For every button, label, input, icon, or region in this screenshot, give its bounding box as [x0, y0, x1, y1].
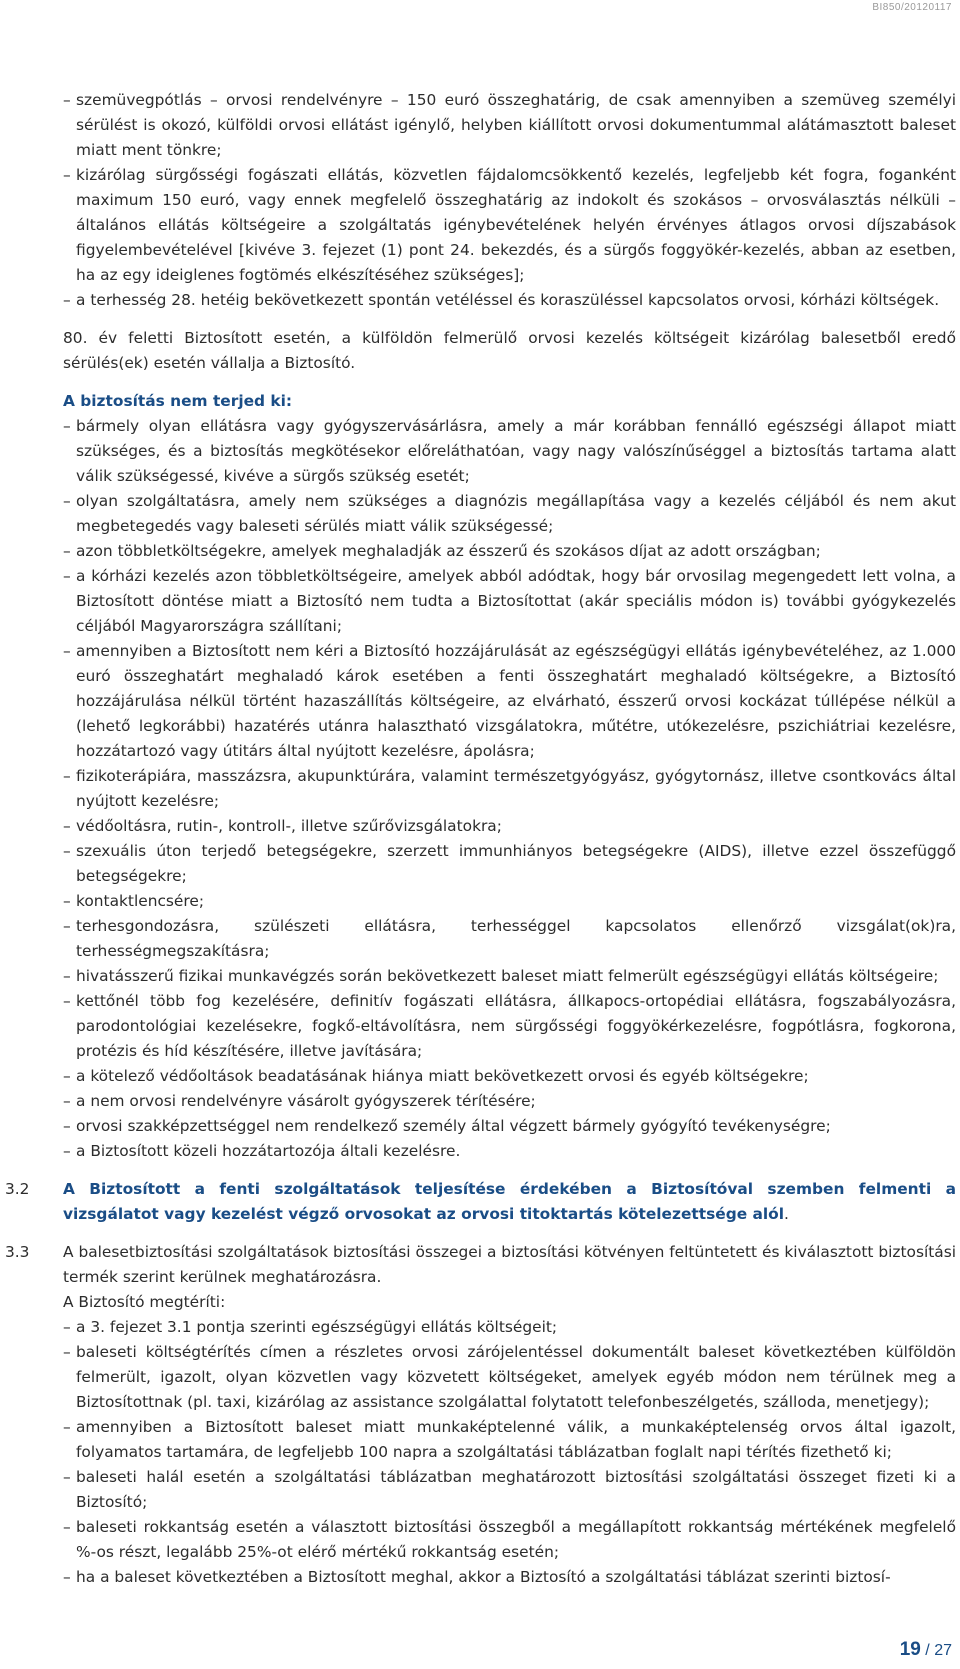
list-item: – a Biztosított közeli hozzátartozója általi kezelésre.: [63, 1139, 956, 1164]
page-current: 19: [899, 1639, 921, 1660]
list-item: – szexuális úton terjedő betegségekre, szerzett immunhiányos betegségekre (AIDS), illetve ezzel összefüggő betegségekre;: [63, 839, 956, 889]
list-item: – kizárólag sürgősségi fogászati ellátás, közvetlen fájdalomcsökkentő kezelés, legfeljebb két fogra, foganként maximum 150 euró, vagy ennek megfelelő összeghatárig az indokolt és szokásos – orvosválasztás nélküli – általános ellátás költségeire a szolgáltatás igénybevételének helyén érvényes átlagos orvosi díjszabások figyelembevételével [kivéve 3. fejezet (1) pont 24. bekezdés, és a sürgős foggyökér-kezelés, abban az esetben, ha az egy ideiglenes fogtömés elkészítéséhez szükséges];: [63, 163, 956, 288]
section-number: 3.3: [5, 1243, 30, 1261]
list-item: – baleseti költségtérítés címen a részletes orvosi zárójelentéssel dokumentált baleset következtében külföldön felmerült, igazolt, olyan közvetlen vagy közvetett költségeket, amelyek egyéb módon nem térülnek meg a Biztosítottnak (pl. taxi, kizárólag az assistance szolgálattal folytatott telefonbeszélgetés, szálloda, menetjegy);: [63, 1340, 956, 1415]
section-3-2-period: .: [784, 1205, 789, 1223]
list-item: – hivatásszerű fizikai munkavégzés során bekövetkezett baleset miatt felmerült egészségügyi ellátás költségeire;: [63, 964, 956, 989]
list-item: – fizikoterápiára, masszázsra, akupunktúrára, valamint természetgyógyász, gyógytornász, illetve csontkovács által nyújtott kezelésre;: [63, 764, 956, 814]
exclusions-list: [63, 414, 956, 1164]
section-3-3-lead: A Biztosító megtéríti:: [63, 1293, 226, 1311]
section-number: 3.2: [5, 1180, 30, 1198]
benefits-list: [63, 1315, 956, 1590]
list-item: – védőoltásra, rutin-, kontroll-, illetve szűrővizsgálatokra;: [63, 814, 956, 839]
list-item: – szemüvegpótlás – orvosi rendelvényre – 150 euró összeghatárig, de csak amennyiben a szemüveg személyi sérülést is okozó, külföldi orvosi ellátást igénylő, helyben kiállított orvosi dokumentummal alátámasztott baleset miatt ment tönkre;: [63, 88, 956, 163]
section-3-3-intro: A balesetbiztosítási szolgáltatások biztosítási összegei a biztosítási kötvényen feltüntetett és kiválasztott biztosítási termék szerint kerülnek meghatározásra.: [63, 1243, 956, 1286]
section-3-2-text: A Biztosított a fenti szolgáltatások teljesítése érdekében a Biztosítóval szemben felmenti a vizsgálatot vagy kezelést végző orvosokat az orvosi titoktartás kötelezettsége alól: [63, 1180, 956, 1223]
list-item: – azon többletköltségekre, amelyek meghaladják az ésszerű és szokásos díjat az adott országban;: [63, 539, 956, 564]
page-total: 27: [934, 1642, 952, 1659]
list-item: – baleseti rokkantság esetén a választott biztosítási összegből a megállapított rokkantság mértékének megfelelő %-os részt, legalább 25%-ot elérő mértékű rokkantság esetén;: [63, 1515, 956, 1565]
list-item: – a kötelező védőoltások beadatásának hiánya miatt bekövetkezett orvosi és egyéb költségekre;: [63, 1064, 956, 1089]
section-3-2: [5, 1177, 956, 1227]
list-item: – bármely olyan ellátásra vagy gyógyszervásárlásra, amely a már korábban fennálló egészségi állapot miatt szükséges, és a biztosítás megkötésekor előreláthatóan, vagy nagy valószínűséggel a biztosítás tartama alatt válik szükségessé, kivéve a sürgős szükség esetét;: [63, 414, 956, 489]
list-item: – terhesgondozásra, szülészeti ellátásra, terhességgel kapcsolatos ellenőrző vizsgálat(ok)ra, terhességmegszakításra;: [63, 914, 956, 964]
list-item: – orvosi szakképzettséggel nem rendelkező személy által végzett bármely gyógyító tevékenységre;: [63, 1114, 956, 1139]
list-item: – baleseti halál esetén a szolgáltatási táblázatban meghatározott biztosítási szolgáltatási összeget fizeti ki a Biztosító;: [63, 1465, 956, 1515]
page-separator: /: [925, 1642, 930, 1659]
page-number: [900, 1639, 952, 1661]
page-body: [5, 88, 956, 1590]
list-item: – ha a baleset következtében a Biztosított meghal, akkor a Biztosító a szolgáltatási táblázat szerinti biztosí-: [63, 1565, 956, 1590]
coverage-list: [63, 88, 956, 313]
section-3-3: [5, 1240, 956, 1590]
list-item: – kettőnél több fog kezelésére, definitív fogászati ellátásra, állkapocs-ortopédiai ellátásra, fogszabályozásra, parodontológiai kezelésekre, fogkő-eltávolításra, nem sürgősségi foggyökérkezelésre, fogpótlásra, fogkorona, protézis és híd készítésére, illetve javítására;: [63, 989, 956, 1064]
list-item: – kontaktlencsére;: [63, 889, 956, 914]
exclusions-heading: A biztosítás nem terjed ki:: [63, 392, 293, 410]
list-item: – a terhesség 28. hetéig bekövetkezett spontán vetéléssel és koraszüléssel kapcsolatos orvosi, kórházi költségek.: [63, 288, 956, 313]
list-item: – amennyiben a Biztosított baleset miatt munkaképtelenné válik, a munkaképtelenség orvos által igazolt, folyamatos tartamára, de legfeljebb 100 napra a szolgáltatási táblázatban foglalt napi térítés fizethető ki;: [63, 1415, 956, 1465]
paragraph-over-80: 80. év feletti Biztosított esetén, a külföldön felmerülő orvosi kezelés költségeit kizárólag balesetből eredő sérülés(ek) esetén vállalja a Biztosító.: [63, 329, 956, 372]
document-code: BI850/20120117: [872, 2, 952, 13]
list-item: – amennyiben a Biztosított nem kéri a Biztosító hozzájárulását az egészségügyi ellátás igénybevételéhez, az 1.000 euró összeghatárt meghaladó károk esetében a fenti összeghatárt meghaladó költségekre, a Biztosító hozzájárulása nélkül történt hazaszállítás költségeire, az elvárható, ésszerű orvosi kockázat túllépése nélkül a (lehető legkorábbi) hazatérés utánra halasztható vizsgálatokra, műtétre, utókezelésre, pszichiátriai kezelésre, hozzátartozó vagy útitárs által nyújtott kezelésre, ápolásra;: [63, 639, 956, 764]
list-item: – a kórházi kezelés azon többletköltségeire, amelyek abból adódtak, hogy bár orvosilag megengedett lett volna, a Biztosított döntése miatt a Biztosító nem tudta a Biztosítottat (akár speciális módon is) további gyógykezelés céljából Magyarországra szállítani;: [63, 564, 956, 639]
list-item: – olyan szolgáltatásra, amely nem szükséges a diagnózis megállapítása vagy a kezelés céljából és nem akut megbetegedés vagy baleseti sérülés miatt válik szükségessé;: [63, 489, 956, 539]
list-item: – a 3. fejezet 3.1 pontja szerinti egészségügyi ellátás költségeit;: [63, 1315, 956, 1340]
list-item: – a nem orvosi rendelvényre vásárolt gyógyszerek térítésére;: [63, 1089, 956, 1114]
